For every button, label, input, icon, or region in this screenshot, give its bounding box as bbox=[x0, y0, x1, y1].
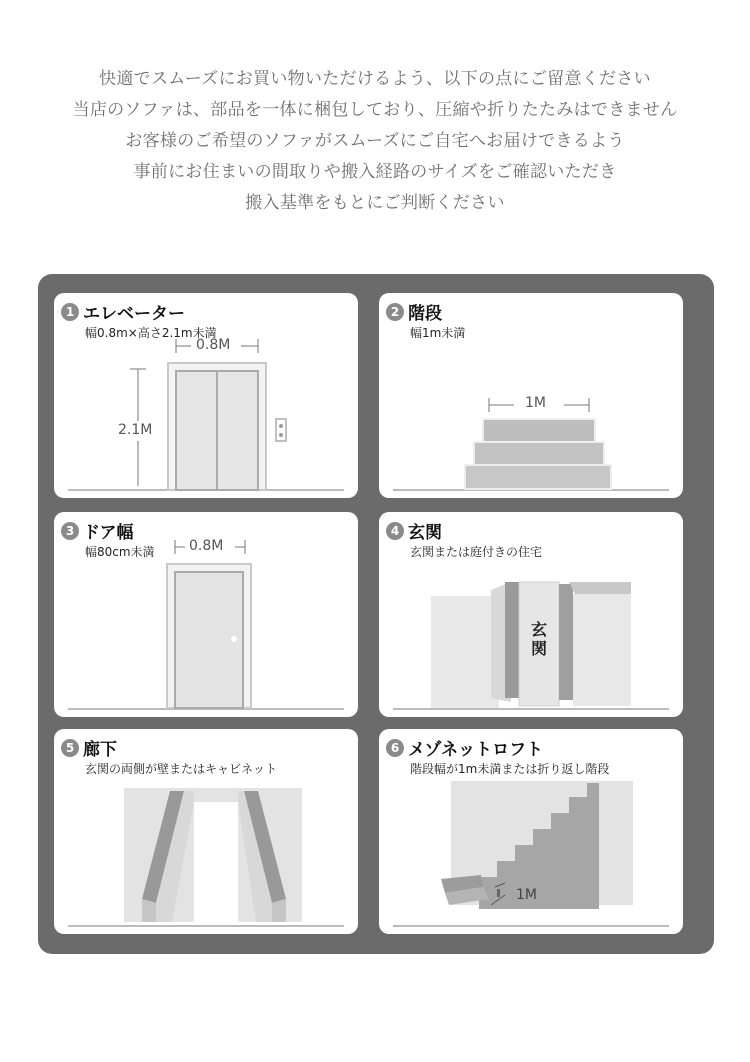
number-badge: 1 bbox=[61, 303, 79, 321]
card-title: ドア幅 bbox=[83, 523, 134, 543]
number-badge: 3 bbox=[61, 522, 79, 540]
intro-text bbox=[0, 64, 750, 219]
card-loft bbox=[379, 729, 683, 934]
card-header bbox=[386, 299, 465, 341]
card-subtitle: 幅80cm未満 bbox=[85, 545, 155, 559]
width-label: 1M bbox=[525, 395, 546, 411]
number-badge: 6 bbox=[386, 739, 404, 757]
card-title: 玄関 bbox=[408, 523, 442, 543]
card-title: エレベーター bbox=[83, 304, 185, 324]
card-hallway bbox=[54, 729, 358, 934]
card-header bbox=[386, 518, 542, 560]
card-header bbox=[61, 735, 277, 777]
number-badge: 4 bbox=[386, 522, 404, 540]
intro-line: 快適でスムーズにお買い物いただけるよう、以下の点にご留意ください bbox=[99, 69, 651, 89]
card-header bbox=[386, 735, 609, 777]
card-door bbox=[54, 512, 358, 717]
card-subtitle: 幅1m未満 bbox=[410, 326, 466, 340]
width-label: 1M bbox=[516, 887, 537, 903]
number-badge: 2 bbox=[386, 303, 404, 321]
card-header bbox=[61, 518, 155, 560]
card-entrance bbox=[379, 512, 683, 717]
card-subtitle: 玄関または庭付きの住宅 bbox=[410, 545, 543, 559]
card-header bbox=[61, 299, 217, 341]
intro-line: 事前にお住まいの間取りや搬入経路のサイズをご確認いただき bbox=[133, 162, 617, 182]
card-subtitle: 玄関の両側が壁またはキャビネット bbox=[85, 762, 278, 776]
number-badge: 5 bbox=[61, 739, 79, 757]
card-stairs bbox=[379, 293, 683, 498]
intro-line: 搬入基準をもとにご判断ください bbox=[245, 193, 505, 213]
intro-line: 当店のソファは、部品を一体に梱包しており、圧縮や折りたたみはできません bbox=[72, 100, 678, 120]
card-subtitle: 階段幅が1m未満または折り返し階段 bbox=[410, 762, 610, 776]
card-title: 廊下 bbox=[83, 740, 117, 760]
width-label: 0.8M bbox=[196, 337, 231, 353]
card-subtitle: 幅0.8m×高さ2.1m未満 bbox=[85, 326, 217, 340]
card-title: メゾネットロフト bbox=[408, 740, 544, 760]
card-title: 階段 bbox=[408, 304, 442, 324]
height-label: 2.1M bbox=[118, 422, 153, 438]
entrance-label: 玄関 bbox=[531, 620, 548, 658]
criteria-panel bbox=[38, 274, 714, 954]
intro-line: お客様のご希望のソファがスムーズにご自宅へお届けできるよう bbox=[125, 131, 625, 151]
card-elevator bbox=[54, 293, 358, 498]
width-label: 0.8M bbox=[189, 538, 224, 554]
